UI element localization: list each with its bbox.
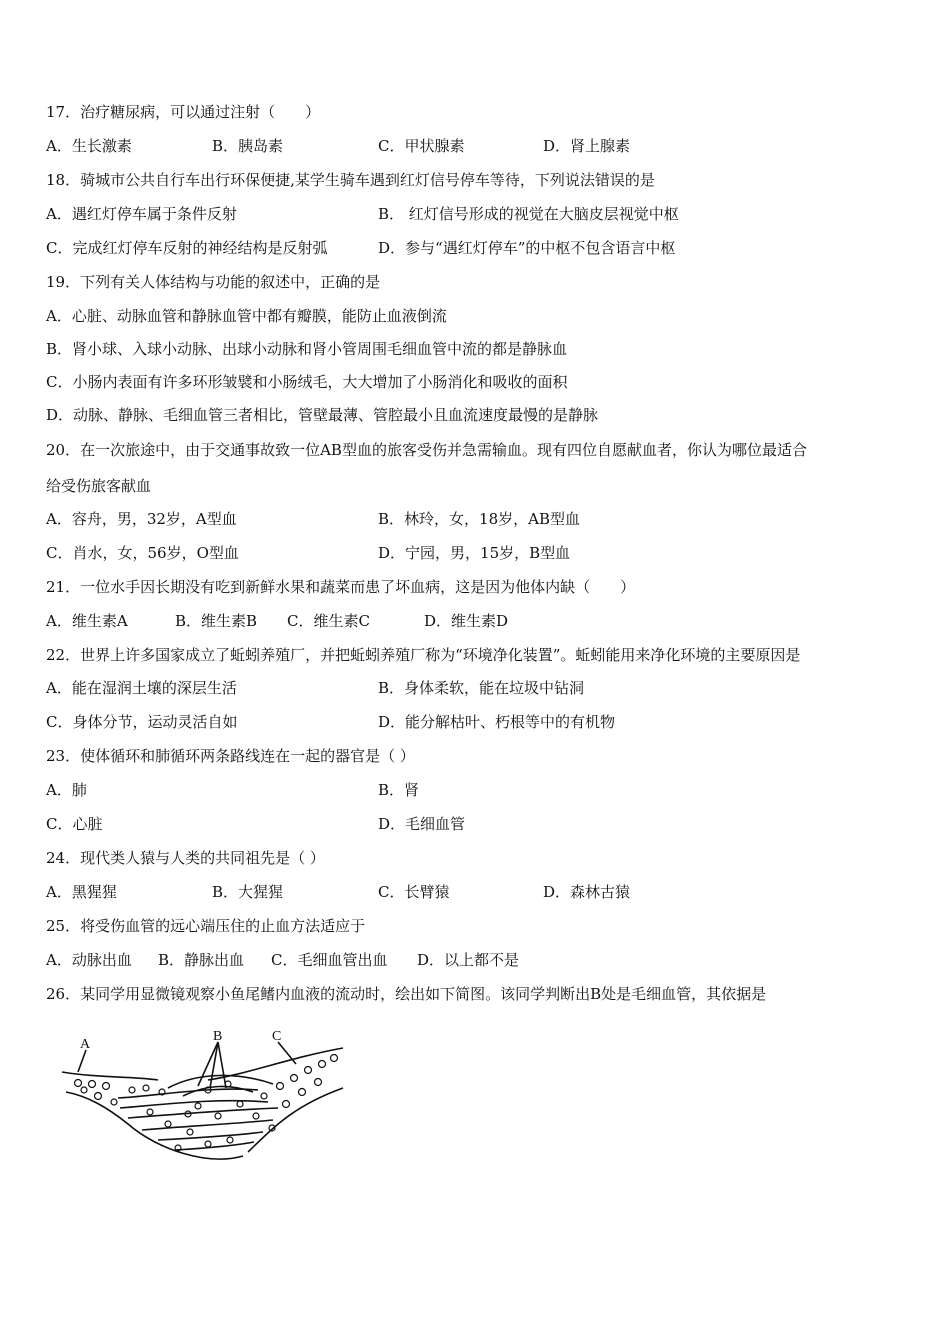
figure-label-c: C (272, 1029, 282, 1044)
q25-option-b: B．静脉出血 (158, 951, 245, 969)
question-17-stem: 17．治疗糖尿病，可以通过注射（ ） (46, 103, 321, 121)
q21-option-d: D．维生素D (424, 612, 509, 630)
q22-option-d: D．能分解枯叶、朽根等中的有机物 (378, 713, 616, 731)
q25-option-c: C．毛细血管出血 (271, 951, 388, 969)
question-20-stem-continued: 给受伤旅客献血 (46, 477, 152, 495)
question-19-stem: 19．下列有关人体结构与功能的叙述中，正确的是 (46, 273, 381, 291)
blood-flow-diagram (58, 1028, 348, 1178)
question-21-stem: 21．一位水手因长期没有吃到新鲜水果和蔬菜而患了坏血病，这是因为他体内缺（ ） (46, 578, 636, 596)
q18-option-c: C．完成红灯停车反射的神经结构是反射弧 (46, 239, 328, 257)
q17-option-a: A．生长激素 (46, 137, 132, 155)
figure-label-a: A (80, 1037, 91, 1052)
q24-option-b: B．大猩猩 (212, 883, 284, 901)
q21-option-a: A．维生素A (46, 612, 128, 630)
question-26-stem: 26．某同学用显微镜观察小鱼尾鳍内血液的流动时，绘出如下简图。该同学判断出B处是毛细血管，其依据是 (46, 985, 767, 1003)
q23-option-c: C．心脏 (46, 815, 103, 833)
question-18-stem: 18．骑城市公共自行车出行环保便捷,某学生骑车遇到红灯信号停车等待，下列说法错误的是 (46, 171, 655, 189)
q18-option-d: D．参与“遇红灯停车”的中枢不包含语言中枢 (378, 239, 676, 257)
q17-option-c: C．甲状腺素 (378, 137, 465, 155)
q19-option-a: A．心脏、动脉血管和静脉血管中都有瓣膜，能防止血液倒流 (46, 307, 447, 325)
q20-option-b: B．林玲，女，18岁，AB型血 (378, 510, 580, 528)
q18-option-a: A．遇红灯停车属于条件反射 (46, 205, 237, 223)
q19-option-d: D．动脉、静脉、毛细血管三者相比，管壁最薄、管腔最小且血流速度最慢的是静脉 (46, 406, 599, 424)
q25-option-d: D．以上都不是 (417, 951, 520, 969)
q22-option-a: A．能在湿润土壤的深层生活 (46, 679, 237, 697)
q19-option-c: C．小肠内表面有许多环形皱襞和小肠绒毛，大大增加了小肠消化和吸收的面积 (46, 373, 568, 391)
q17-option-b: B．胰岛素 (212, 137, 284, 155)
blood-vessel-drawing (58, 1028, 348, 1178)
q21-option-c: C．维生素C (287, 612, 370, 630)
q25-option-a: A．动脉出血 (46, 951, 132, 969)
q24-option-a: A．黑猩猩 (46, 883, 117, 901)
q23-option-a: A．肺 (46, 781, 87, 799)
q24-option-d: D．森林古猿 (543, 883, 631, 901)
q17-option-d: D．肾上腺素 (543, 137, 631, 155)
q20-option-c: C．肖水，女，56岁，O型血 (46, 544, 239, 562)
question-25-stem: 25．将受伤血管的远心端压住的止血方法适应于 (46, 917, 366, 935)
question-24-stem: 24．现代类人猿与人类的共同祖先是（ ） (46, 849, 325, 867)
q21-option-b: B．维生素B (175, 612, 258, 630)
question-23-stem: 23．使体循环和肺循环两条路线连在一起的器官是（ ） (46, 747, 415, 765)
q24-option-c: C．长臂猿 (378, 883, 450, 901)
q22-option-c: C．身体分节，运动灵活自如 (46, 713, 238, 731)
q18-option-b: B． 红灯信号形成的视觉在大脑皮层视觉中枢 (378, 205, 679, 223)
q20-option-a: A．容舟，男，32岁，A型血 (46, 510, 237, 528)
question-20-stem: 20．在一次旅途中，由于交通事故致一位AB型血的旅客受伤并急需输血。现有四位自愿献血者，你认为哪位最适合 (46, 441, 807, 459)
q20-option-d: D．宁园，男，15岁，B型血 (378, 544, 571, 562)
q23-option-d: D．毛细血管 (378, 815, 466, 833)
q19-option-b: B．肾小球、入球小动脉、出球小动脉和肾小管周围毛细血管中流的都是静脉血 (46, 340, 568, 358)
figure-label-b: B (213, 1029, 223, 1044)
question-22-stem: 22．世界上许多国家成立了蚯蚓养殖厂，并把蚯蚓养殖厂称为“环境净化装置”。蚯蚓能用来净化环境的主要原因是 (46, 646, 801, 664)
q22-option-b: B．身体柔软，能在垃圾中钻洞 (378, 679, 585, 697)
q23-option-b: B．肾 (378, 781, 420, 799)
